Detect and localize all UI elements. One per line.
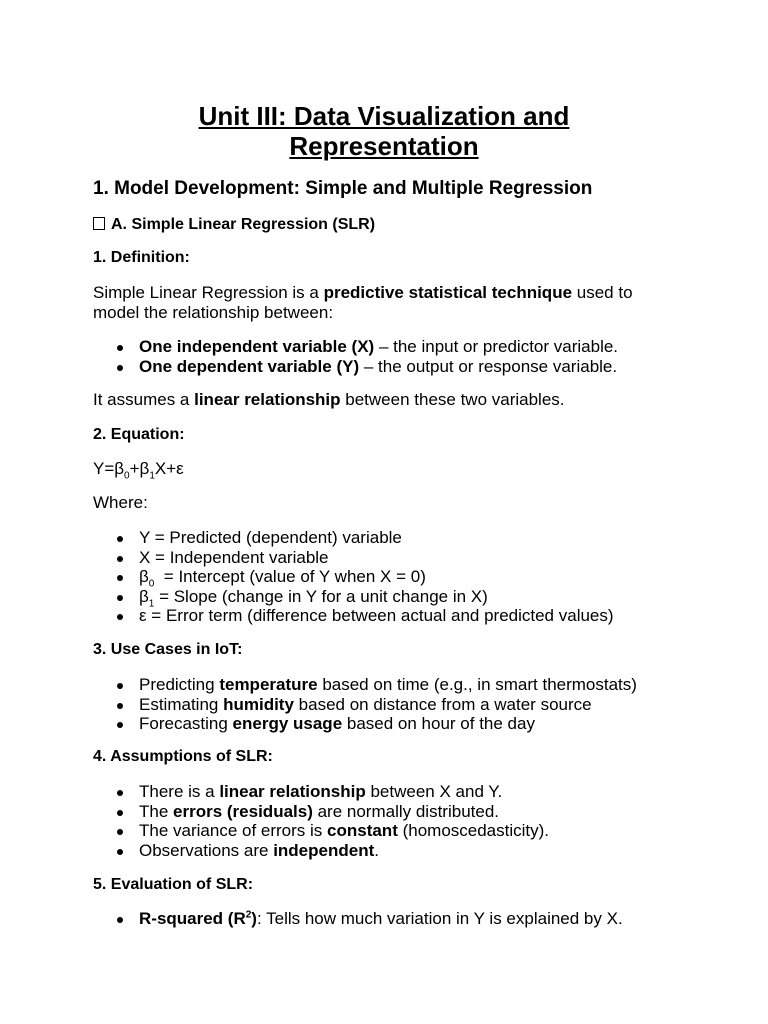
text-run: It assumes a [93, 390, 195, 409]
text-run: based on distance from a water source [293, 694, 592, 714]
assumptions-heading: 4. Assumptions of SLR: [93, 748, 273, 765]
bold-term: energy usage [232, 714, 343, 734]
bold-term: linear relationship [219, 782, 366, 801]
text-run: (homoscedasticity). [397, 821, 550, 841]
definition-list [93, 337, 618, 376]
list-item-text: ε = Error term (difference between actual and predicted values) [139, 606, 614, 626]
bold-term: temperature [219, 675, 318, 694]
equation-heading: 2. Equation: [93, 426, 185, 443]
text-run: Simple Linear Regression is a [93, 283, 324, 302]
bold-term: errors (residuals) [173, 801, 313, 821]
list-item [93, 714, 637, 734]
bold-term: One dependent variable (Y) [139, 356, 360, 376]
bold-term: linear relationship [194, 390, 341, 409]
text-run: ) [251, 909, 257, 928]
text-run: = Slope (change in Y for a unit change in X) [154, 586, 488, 606]
bold-term [139, 909, 257, 928]
text-run: +β [129, 459, 150, 478]
bold-term: independent [273, 840, 375, 860]
list-item [93, 567, 614, 590]
text-run: There is a [139, 782, 220, 801]
page-title-line-2: Representation [289, 131, 479, 161]
list-item [93, 909, 623, 929]
text-run: Observations are [139, 840, 274, 860]
subsection-heading [93, 216, 375, 234]
list-item-text: – the output or response variable. [359, 356, 618, 376]
subscript: 1 [148, 598, 155, 610]
text-run: are normally distributed. [312, 801, 500, 821]
list-item [93, 802, 549, 822]
assumption-paragraph [93, 390, 565, 410]
text-run: Y=β [93, 459, 125, 478]
subscript: 0 [148, 578, 155, 590]
bold-term: humidity [223, 694, 294, 714]
text-run: between these two variables. [340, 390, 565, 409]
text-run: used to [572, 283, 633, 302]
list-item [93, 357, 618, 377]
where-label: Where: [93, 493, 148, 512]
text-run: Estimating [139, 694, 224, 714]
text-run: based on hour of the day [342, 714, 535, 734]
text-run: X+ε [154, 459, 184, 478]
evaluation-heading: 5. Evaluation of SLR: [93, 876, 254, 893]
assumptions-list [93, 782, 549, 860]
text-run: Forecasting [139, 714, 233, 734]
definition-paragraph [93, 283, 633, 323]
page-title-line-1: Unit III: Data Visualization and [198, 101, 570, 131]
bold-term: constant [327, 821, 398, 841]
list-item [93, 675, 637, 695]
list-item-text: – the input or predictor variable. [374, 337, 619, 356]
list-item [93, 528, 614, 548]
text-run: The [139, 801, 174, 821]
text-run: model the relationship between: [93, 303, 334, 322]
list-item [93, 695, 637, 715]
text-run: = Intercept (value of Y when X = 0) [154, 567, 426, 587]
text-run: : Tells how much variation in Y is explained by X. [256, 909, 623, 928]
subscript: 1 [149, 470, 155, 482]
list-item [93, 548, 614, 568]
list-item-text: X = Independent variable [139, 547, 329, 567]
text-run: based on time (e.g., in smart thermostats) [317, 675, 637, 694]
evaluation-list [93, 909, 623, 929]
text-run: Predicting [139, 675, 220, 694]
text-run: The variance of errors is [139, 821, 328, 841]
text-run: β [139, 586, 149, 606]
list-item [93, 337, 618, 357]
usecases-list [93, 675, 637, 734]
list-item [93, 782, 549, 802]
section-heading: 1. Model Development: Simple and Multiple Regression [93, 178, 593, 199]
subsection-heading-text: A. Simple Linear Regression (SLR) [111, 216, 376, 233]
list-item [93, 841, 549, 861]
list-item [93, 821, 549, 841]
checkbox-glyph-icon [93, 217, 105, 230]
list-item-text: Y = Predicted (dependent) variable [139, 528, 402, 547]
bold-term: One independent variable (X) [139, 337, 375, 356]
superscript: 2 [245, 909, 252, 921]
regression-equation [93, 459, 184, 482]
subscript: 0 [124, 470, 130, 482]
text-run: β [139, 567, 149, 587]
bold-term: predictive statistical technique [323, 283, 573, 302]
list-item [93, 586, 614, 610]
text-run: . [374, 840, 379, 860]
text-run: R-squared (R [139, 909, 246, 928]
definition-heading: 1. Definition: [93, 249, 190, 266]
usecases-heading: 3. Use Cases in IoT: [93, 641, 243, 658]
equation-terms-list [93, 528, 614, 626]
text-run: between X and Y. [365, 782, 503, 801]
list-item [93, 606, 614, 626]
